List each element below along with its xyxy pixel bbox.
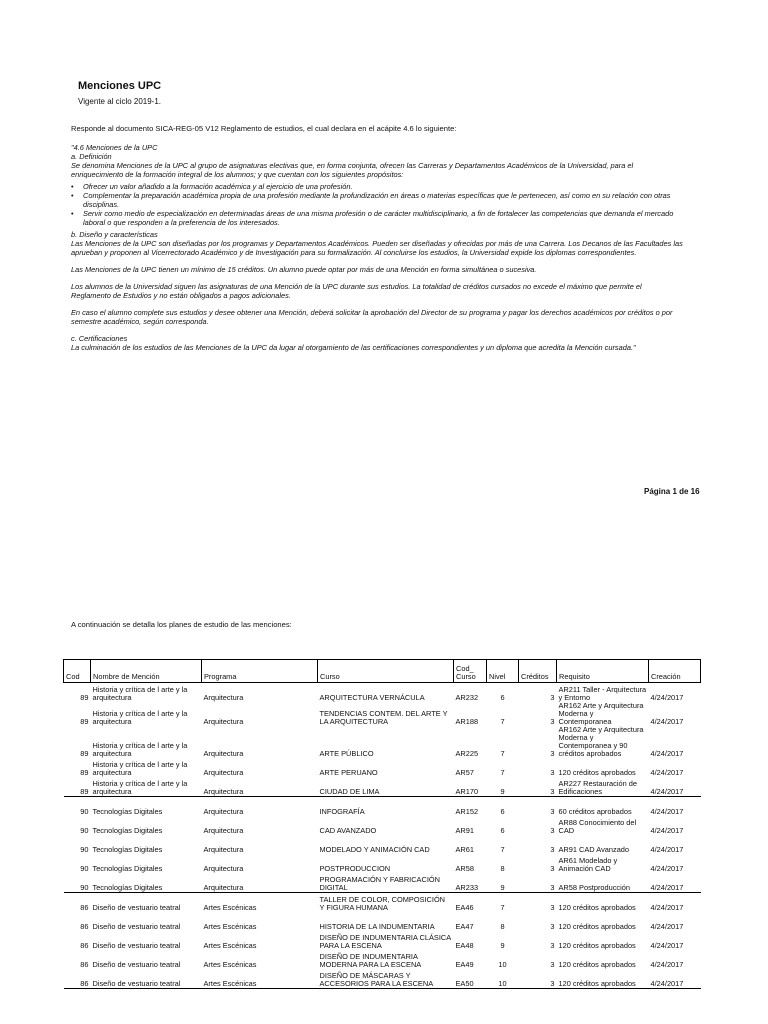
cell-cod-curso: EA46	[455, 903, 474, 912]
cell-creditos: 3	[550, 903, 555, 912]
cell-requisito: 120 créditos aprobados	[558, 768, 636, 777]
cell-creditos: 3	[519, 777, 557, 797]
table-header-row	[64, 660, 701, 683]
cell-nivel: 9	[500, 941, 505, 950]
cell-creditos: 3	[550, 768, 555, 777]
table-row	[64, 854, 701, 873]
cell-cod: 86	[80, 922, 89, 931]
cell-creacion: 4/24/2017	[649, 969, 701, 989]
purpose-item: • Servir como medio de especialización en determinadas áreas de una misma profesión o de carácter multidisciplinario, a fin de fortalecer las competencias que demanda el mercado laboral o que responden a la preferencia de los interesados.	[83, 209, 683, 227]
cell-nombre: Diseño de vestuario teatral	[92, 960, 181, 969]
cell-cod: 90	[80, 826, 89, 835]
cell-curso: DISEÑO DE MÁSCARAS Y ACCESORIOS PARA LA ESCENA	[318, 969, 454, 989]
cell-nombre: Diseño de vestuario teatral	[92, 903, 181, 912]
table-row	[64, 835, 701, 854]
cell-creditos: 3	[550, 922, 555, 931]
purpose-item: • Ofrecer un valor añadido a la formación académica y al ejercicio de una profesión.	[83, 182, 683, 191]
cell-programa: Artes Escénicas	[202, 969, 318, 989]
cell-programa: Arquitectura	[203, 768, 244, 777]
cell-cod-curso: AR91	[455, 826, 474, 835]
cell-nombre: Historia y crítica de l arte y la arquitectura	[92, 709, 188, 726]
cell-requisito: AR162 Arte y Arquitectura Moderna y Contemporanea y 90 créditos aprobados	[558, 725, 644, 758]
design-paragraph-1: Las Menciones de la UPC son diseñadas por los programas y Departamentos Académicos. Pueden ser diseñadas y ofrecidas por más de una Carrera. Los Decanos de las Facultades las aprueban y proponen al Vicerrectorado Académico y de Investigación para su formalización. Al concluirse los estudios, la Universidad expide los diplomas correspondientes.	[71, 239, 683, 257]
table-row	[64, 726, 701, 758]
cell-nombre: Historia y crítica de l arte y la arquitectura	[92, 741, 188, 758]
cell-nivel: 8	[500, 922, 505, 931]
cell-programa: Arquitectura	[203, 693, 244, 702]
cell-nombre: Tecnologías Digitales	[92, 807, 163, 816]
cell-programa: Arquitectura	[203, 826, 244, 835]
cell-cod-curso: AR58	[455, 864, 474, 873]
cell-curso: DISEÑO DE INDUMENTARIA CLÁSICA PARA LA ESCENA	[319, 933, 451, 950]
subsection-c-heading: c. Certificaciones	[71, 334, 128, 343]
cell-creacion: 4/24/2017	[650, 864, 684, 873]
cell-nivel: 9	[487, 777, 519, 797]
header-cod: Cod	[64, 660, 91, 683]
vigente-note: Vigente al ciclo 2019-1.	[78, 97, 162, 106]
cell-cod: 86	[80, 903, 89, 912]
cell-nivel: 7	[500, 768, 505, 777]
cell-curso: MODELADO Y ANIMACIÓN CAD	[319, 845, 430, 854]
cell-nivel: 7	[500, 845, 505, 854]
cell-cod: 90	[64, 873, 91, 893]
design-paragraph-3: Los alumnos de la Universidad siguen las asignaturas de una Mención de la UPC durante sus estudios. La totalidad de créditos cursados no excede el máximo que permite el Reglamento de Estudios y no están obligados a pagos adicionales.	[71, 282, 642, 300]
cell-nombre: Tecnologías Digitales	[92, 864, 163, 873]
cell-nombre: Historia y crítica de l arte y la arquitectura	[92, 760, 188, 777]
cell-cod-curso: EA47	[455, 922, 474, 931]
purpose-list	[71, 182, 683, 227]
cell-creacion: 4/24/2017	[650, 693, 684, 702]
cell-cod: 90	[80, 807, 89, 816]
cell-creacion: 4/24/2017	[649, 777, 701, 797]
design-paragraph-2: Las Menciones de la UPC tienen un mínimo de 15 créditos. Un alumno puede optar por más de una Mención en forma simultánea o sucesiva.	[71, 265, 537, 274]
cell-requisito: AR227 Restauración de Edificaciones	[557, 777, 649, 797]
cell-cod-curso: AR233	[454, 873, 487, 893]
cell-creacion: 4/24/2017	[650, 922, 684, 931]
cell-creditos: 3	[550, 693, 555, 702]
cell-nombre: Diseño de vestuario teatral	[92, 922, 181, 931]
cell-creditos: 3	[550, 960, 555, 969]
header-creditos: Créditos	[519, 660, 557, 683]
study-plans-table	[63, 659, 701, 989]
cell-cod: 90	[80, 845, 89, 854]
table-row	[64, 912, 701, 931]
cell-requisito: AR91 CAD Avanzado	[558, 845, 630, 854]
cell-requisito: AR88 Conocimiento del CAD	[558, 818, 637, 835]
cell-requisito: 60 créditos aprobados	[558, 807, 632, 816]
cell-creditos: 3	[550, 826, 555, 835]
cell-nivel: 7	[500, 903, 505, 912]
table-row	[64, 873, 701, 893]
cell-programa: Artes Escénicas	[203, 941, 257, 950]
cell-nivel: 6	[500, 807, 505, 816]
cell-creacion: 4/24/2017	[650, 903, 684, 912]
header-cod-curso: Cod_ Curso	[454, 660, 487, 683]
cell-curso: ARQUITECTURA VERNÁCULA	[319, 693, 425, 702]
cell-programa: Artes Escénicas	[203, 960, 257, 969]
cell-programa: Arquitectura	[202, 873, 318, 893]
cell-nivel: 7	[500, 749, 505, 758]
cell-cod-curso: EA48	[455, 941, 474, 950]
header-nivel: Nivel	[487, 660, 519, 683]
table-row	[64, 683, 701, 703]
cell-requisito: 120 créditos aprobados	[557, 969, 649, 989]
design-paragraph-4: En caso el alumno complete sus estudios y desee obtener una Mención, deberá solicitar la aprobación del Director de su programa y pagar los derechos académicos por créditos o por semestre académico, según corresponda.	[71, 308, 673, 326]
page-number: Página 1 de 16	[644, 487, 700, 496]
table-intro: A continuación se detalla los planes de estudio de las menciones:	[71, 620, 292, 629]
cell-cod: 86	[80, 941, 89, 950]
cell-curso: DISEÑO DE INDUMENTARIA MODERNA PARA LA ESCENA	[319, 952, 422, 969]
cell-programa: Arquitectura	[203, 717, 244, 726]
cell-curso: CAD AVANZADO	[319, 826, 377, 835]
cell-requisito: AR61 Modelado y Animación CAD	[558, 856, 618, 873]
cell-requisito: AR211 Taller - Arquitectura y Entorno	[558, 685, 647, 702]
cell-creditos: 3	[550, 941, 555, 950]
section-heading: "4.6 Menciones de la UPC	[71, 143, 158, 152]
cell-cod-curso: AR225	[455, 749, 479, 758]
cell-requisito: AR162 Arte y Arquitectura Moderna y Contemporanea	[558, 701, 644, 726]
cell-nivel: 8	[500, 864, 505, 873]
cell-requisito: 120 créditos aprobados	[558, 903, 636, 912]
cell-nombre: Tecnologías Digitales	[91, 873, 202, 893]
table-body	[64, 683, 701, 989]
cell-curso: TENDENCIAS CONTEM. DEL ARTE Y LA ARQUITECTURA	[319, 709, 448, 726]
cell-cod: 89	[64, 777, 91, 797]
cell-requisito: 120 créditos aprobados	[558, 941, 636, 950]
header-nombre: Nombre de Mención	[91, 660, 202, 683]
cell-programa: Arquitectura	[203, 749, 244, 758]
cell-nivel: 6	[500, 693, 505, 702]
cell-cod: 89	[80, 693, 89, 702]
cell-curso: PROGRAMACIÓN Y FABRICACIÓN DIGITAL	[318, 873, 454, 893]
cell-creacion: 4/24/2017	[650, 845, 684, 854]
regulation-quote	[71, 143, 683, 352]
cell-creacion: 4/24/2017	[649, 873, 701, 893]
cell-requisito: 120 créditos aprobados	[558, 960, 636, 969]
subsection-b-heading: b. Diseño y características	[71, 230, 158, 239]
purpose-item: • Complementar la preparación académica propia de una profesión mediante la profundización en áreas o materias específicas que le pertenecen, así como en su relación con otras disciplinas.	[83, 191, 683, 209]
cell-cod-curso: AR232	[455, 693, 479, 702]
cell-nivel: 10	[487, 969, 519, 989]
table-row	[64, 702, 701, 726]
cell-cod-curso: AR57	[455, 768, 474, 777]
cell-nivel: 9	[487, 873, 519, 893]
cell-nombre: Historia y crítica de l arte y la arquitectura	[92, 685, 188, 702]
cell-curso: TALLER DE COLOR, COMPOSICIÓN Y FIGURA HUMANA	[319, 895, 446, 912]
header-creacion: Creación	[649, 660, 701, 683]
definition-paragraph: Se denomina Menciones de la UPC al grupo de asignaturas electivas que, en forma conjunta, ofrecen las Carreras y Departamentos Académicos de la Universidad, para el enriquecimiento de la formación integral de los alumnos; y que cuentan con los siguientes propósitos:	[71, 161, 634, 179]
table-row	[64, 797, 701, 817]
cell-cod-curso: AR61	[455, 845, 474, 854]
cell-creacion: 4/24/2017	[650, 749, 684, 758]
cell-programa: Arquitectura	[203, 864, 244, 873]
cell-curso: ARTE PERUANO	[319, 768, 378, 777]
cell-nivel: 7	[500, 717, 505, 726]
intro-text: Responde al documento SICA-REG-05 V12 Reglamento de estudios, el cual declara en el acápite 4.6 lo siguiente:	[71, 124, 457, 133]
cell-creditos: 3	[550, 864, 555, 873]
table-row	[64, 816, 701, 835]
cell-cod-curso: AR188	[455, 717, 479, 726]
cell-curso: INFOGRAFÍA	[319, 807, 365, 816]
cell-programa: Arquitectura	[203, 807, 244, 816]
cell-nombre: Diseño de vestuario teatral	[92, 941, 181, 950]
header-programa: Programa	[202, 660, 318, 683]
cell-programa: Artes Escénicas	[203, 903, 257, 912]
cell-curso: HISTORIA DE LA INDUMENTARIA	[319, 922, 435, 931]
header-requisito: Requisito	[557, 660, 649, 683]
cell-nombre: Tecnologías Digitales	[92, 826, 163, 835]
certification-paragraph: La culminación de los estudios de las Menciones de la UPC da lugar al otorgamiento de las certificaciones correspondientes y un diploma que acredita la Mención cursada."	[71, 343, 636, 352]
cell-creditos: 3	[550, 749, 555, 758]
cell-nombre: Historia y crítica de l arte y la arquitectura	[91, 777, 202, 797]
cell-creacion: 4/24/2017	[650, 717, 684, 726]
cell-nombre: Diseño de vestuario teatral	[91, 969, 202, 989]
cell-cod: 89	[80, 749, 89, 758]
table-row	[64, 893, 701, 913]
cell-curso: CIUDAD DE LIMA	[318, 777, 454, 797]
header-curso: Curso	[318, 660, 454, 683]
cell-cod-curso: EA49	[455, 960, 474, 969]
table-row	[64, 777, 701, 797]
cell-creditos: 3	[550, 717, 555, 726]
cell-creditos: 3	[550, 845, 555, 854]
cell-creacion: 4/24/2017	[650, 960, 684, 969]
cell-requisito: AR58 Postproducción	[557, 873, 649, 893]
cell-programa: Arquitectura	[203, 845, 244, 854]
cell-creacion: 4/24/2017	[650, 941, 684, 950]
cell-creacion: 4/24/2017	[650, 768, 684, 777]
cell-creacion: 4/24/2017	[650, 807, 684, 816]
cell-nombre: Tecnologías Digitales	[92, 845, 163, 854]
cell-creditos: 3	[550, 807, 555, 816]
cell-cod: 89	[80, 717, 89, 726]
subsection-a-heading: a. Definición	[71, 152, 112, 161]
cell-creditos: 3	[519, 873, 557, 893]
cell-nivel: 10	[498, 960, 507, 969]
cell-curso: ARTE PÚBLICO	[319, 749, 374, 758]
cell-creditos: 3	[519, 969, 557, 989]
cell-programa: Artes Escénicas	[203, 922, 257, 931]
cell-requisito: 120 créditos aprobados	[558, 922, 636, 931]
cell-cod: 86	[80, 960, 89, 969]
cell-cod-curso: EA50	[454, 969, 487, 989]
page-title: Menciones UPC	[78, 80, 162, 92]
cell-cod: 89	[80, 768, 89, 777]
table-row	[64, 950, 701, 969]
cell-curso: POSTPRODUCCION	[319, 864, 391, 873]
cell-cod: 86	[64, 969, 91, 989]
cell-nivel: 6	[500, 826, 505, 835]
table-row	[64, 969, 701, 989]
cell-cod-curso: AR152	[455, 807, 479, 816]
cell-creacion: 4/24/2017	[650, 826, 684, 835]
cell-programa: Arquitectura	[202, 777, 318, 797]
table-row	[64, 931, 701, 950]
cell-cod: 90	[80, 864, 89, 873]
table-row	[64, 758, 701, 777]
cell-cod-curso: AR170	[454, 777, 487, 797]
